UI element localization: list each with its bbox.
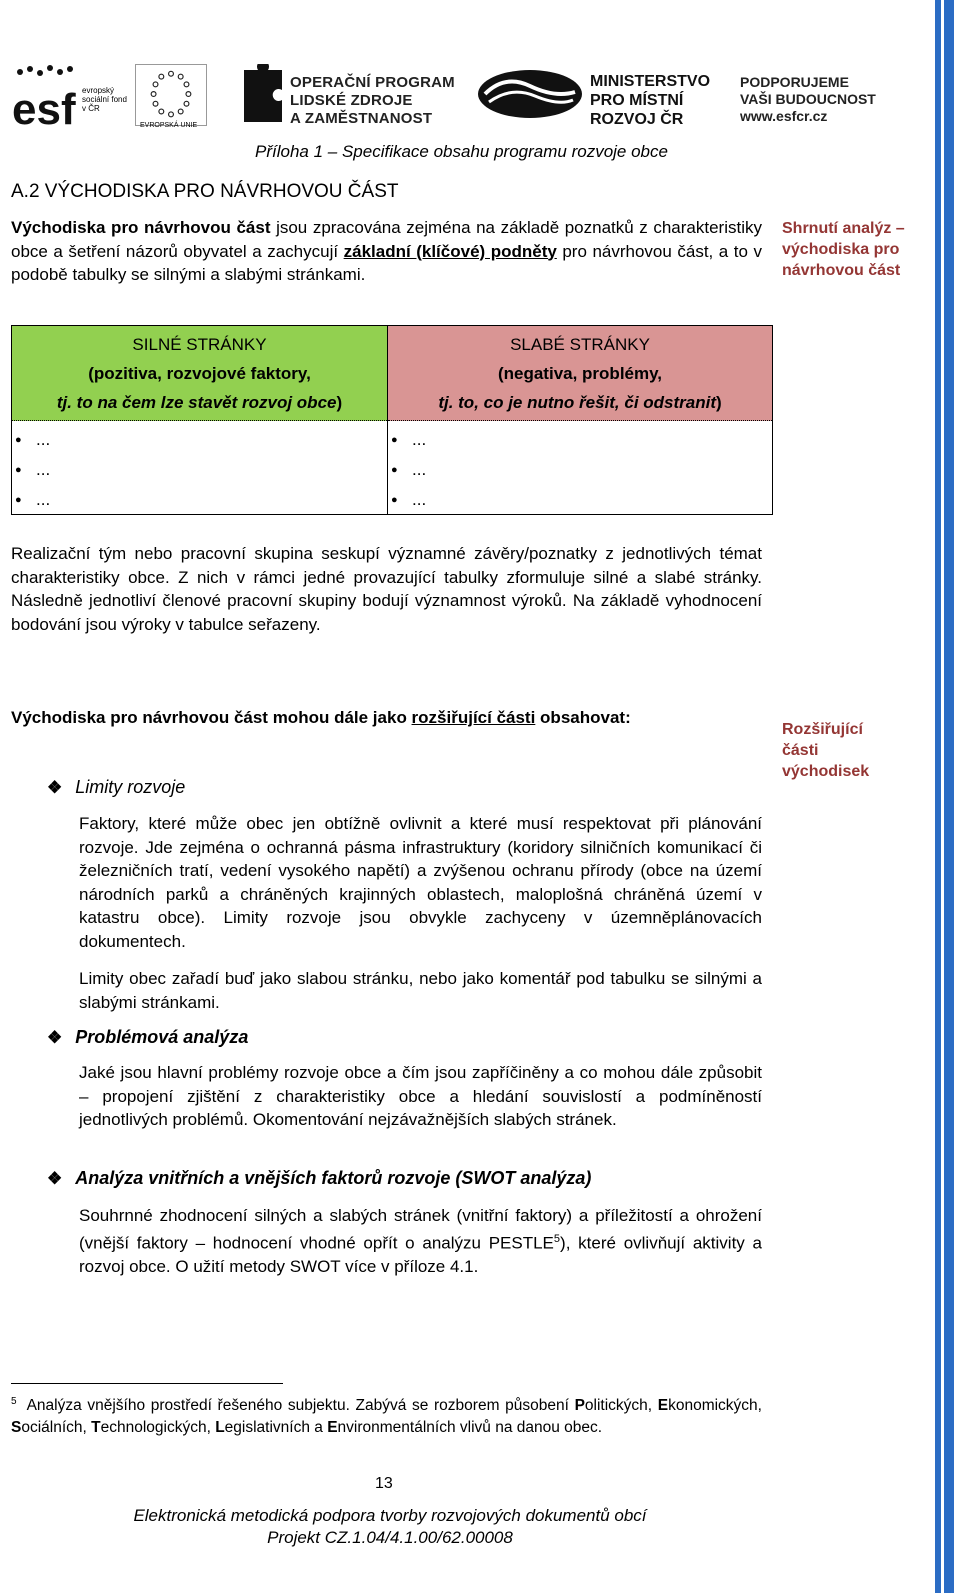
swot-title: Analýza vnitřních a vnějších faktorů rozvoje (SWOT analýza): [75, 1168, 592, 1188]
footnote-text: Analýza vnějšího prostředí řešeného subjektu. Zabývá se rozborem působení: [26, 1397, 575, 1415]
problem-paragraph: Jaké jsou hlavní problémy rozvoje obce a čím jsou zapříčiněny a co mohou dále způsobit – propojení zjištění z charakteristiky obce a hledání souvislostí a podmíněností jednotlivých problémů. Okomentování nejzávažnějších slabých stránek.: [79, 1063, 762, 1129]
footer-line: Projekt CZ.1.04/4.1.00/62.00008: [267, 1528, 513, 1547]
strengths-column: [12, 326, 388, 514]
page-footer: [0, 1505, 780, 1549]
footnote-rule: [11, 1383, 283, 1384]
paren: ): [716, 393, 722, 412]
strengths-list: [12, 425, 387, 515]
intro-bold: Východiska pro návrhovou část: [11, 218, 271, 237]
list-item: ● ...: [12, 425, 387, 455]
extension-intro: [11, 706, 762, 730]
intro-text-end: pro návrhovou část, a to v podobě tabulky se silnými a slabými stránkami.: [11, 241, 762, 284]
strengths-description: tj. to na čem lze stavět rozvoj obce: [56, 393, 337, 412]
weaknesses-title: SLABÉ STRÁNKY: [510, 335, 650, 354]
intro-text: jsou zpracována zejména na základě poznatků z charakteristiky obce a šetření názorů obyvatel a zachycují: [11, 218, 762, 261]
page-number: 13: [375, 1475, 393, 1492]
esf-logo: [10, 64, 82, 130]
footnote-initial: S: [11, 1418, 22, 1436]
footnote-word: egislativních a: [224, 1418, 328, 1436]
eu-caption: EVROPSKÁ UNIE: [140, 122, 198, 129]
limits-title: Limity rozvoje: [75, 777, 186, 797]
swot-text: Souhrnné zhodnocení silných a slabých stránek (vnitřní faktory) a příležitostí a ohrožení (vnější faktory – hodnocení vhodné opřít o analýzu PESTLE: [79, 1206, 762, 1253]
weaknesses-subtitle: (negativa, problémy,: [497, 364, 663, 383]
weaknesses-header: [388, 326, 772, 421]
list-item: ● ...: [12, 455, 387, 485]
mmr-line: MINISTERSTVO: [590, 73, 711, 90]
op-puzzle-logo: [240, 64, 286, 126]
footnote-word: konomických,: [668, 1397, 762, 1415]
diamond-bullet-icon: ❖: [47, 1028, 63, 1047]
intro-underlined: základní (klíčové) podněty: [343, 241, 557, 261]
list-item: ● ...: [12, 485, 387, 515]
swot-heading: [47, 1168, 591, 1189]
mmr-logo: [475, 64, 585, 124]
list-item: ● ...: [388, 425, 772, 455]
extension-underlined: rozšiřující části: [411, 708, 536, 727]
eu-flag-logo: [135, 64, 207, 126]
swot-text-end: ), které ovlivňují aktivity a rozvoj obce. O užití metody SWOT více v příloze 4.1.: [79, 1233, 762, 1276]
op-line: A ZAMĚSTNANOST: [290, 110, 433, 127]
op-line: LIDSKÉ ZDROJE: [290, 92, 413, 109]
appendix-title: Příloha 1 – Specifikace obsahu programu rozvoje obce: [255, 142, 668, 161]
svg-text:esf: esf: [12, 85, 76, 130]
header-logos: [10, 64, 890, 134]
slogan: [740, 74, 876, 125]
diamond-bullet-icon: ❖: [47, 778, 63, 797]
diamond-bullet-icon: ❖: [47, 1169, 63, 1188]
slogan-url: www.esfcr.cz: [740, 108, 828, 124]
limits-heading: [47, 777, 185, 798]
strengths-header: [12, 326, 387, 421]
problem-title: Problémová analýza: [75, 1027, 249, 1047]
footer-line: Elektronická metodická podpora tvorby rozvojových dokumentů obcí: [133, 1506, 647, 1525]
margin-note-extension: Rozšiřující části východisek: [782, 721, 870, 780]
footnote-word: olitických,: [584, 1397, 658, 1415]
footnote: [11, 1391, 762, 1438]
extension-bold-end: obsahovat:: [535, 708, 631, 727]
weaknesses-list: [388, 425, 772, 515]
slogan-line: PODPORUJEME: [740, 74, 849, 90]
slogan-line: VAŠI BUDOUCNOST: [740, 91, 876, 107]
paren: ): [336, 393, 343, 412]
footnote-initial: L: [215, 1418, 225, 1436]
footnote-number: 5: [11, 1396, 17, 1407]
mmr-title: [590, 72, 710, 129]
footnote-word: echnologických,: [100, 1418, 216, 1436]
swot-paragraph: [79, 1204, 762, 1278]
limits-paragraph: Faktory, které může obec jen obtížně ovlivnit a které musí respektovat při plánování rozvoje. Jde zejména o ochranná pásma infrastruktury (koridory silničních komunikací či železničních tratí, vedení vysokého napětí) a zvýšenou ochranu přírody (obce na území národních parků a chráněných krajinných oblastech, maloplošná chráněná území v katastru obce). Limity rozvoje jsou obvykle zachyceny v územněplánovacích dokumentech.: [79, 814, 762, 951]
blue-stripe: [935, 0, 941, 1593]
weaknesses-description: tj. to, co je nutno řešit, či odstranit: [438, 393, 716, 412]
esf-caption: evropský sociální fond v ČR: [82, 86, 127, 113]
limits-note: Limity obec zařadí buď jako slabou stránku, nebo jako komentář pod tabulku se silnými a slabými stránkami.: [79, 969, 762, 1012]
problem-heading: [47, 1027, 248, 1048]
strengths-title: SILNÉ STRÁNKY: [132, 335, 267, 354]
footnote-initial: E: [657, 1397, 669, 1415]
list-item: ● ...: [388, 455, 772, 485]
op-line: OPERAČNÍ PROGRAM: [290, 74, 455, 91]
mmr-line: PRO MÍSTNÍ: [590, 92, 684, 109]
weaknesses-column: [388, 326, 772, 514]
footnote-ref: 5: [553, 1232, 561, 1245]
intro-paragraph: [11, 216, 762, 287]
team-paragraph: Realizační tým nebo pracovní skupina seskupí významné závěry/poznatky z jednotlivých témat charakteristiky obce. Z nich v rámci jedné provazující tabulky zformuluje silné a slabé stránky. Následně jednotliví členové pracovní skupiny bodují významnost výroků. Na základě vyhodnocení bodování jsou výroky v tabulce seřazeny.: [11, 544, 762, 634]
margin-note-summary: Shrnutí analýz – východiska pro návrhovou část: [782, 220, 905, 279]
strengths-subtitle: (pozitiva, rozvojové faktory,: [88, 364, 311, 383]
footnote-initial: P: [574, 1397, 585, 1415]
extension-bold: Východiska pro návrhovou část mohou dále jako: [11, 708, 412, 727]
footnote-initial: T: [91, 1418, 101, 1436]
footnote-initial: E: [327, 1418, 338, 1436]
op-title: [290, 74, 455, 128]
mmr-line: ROZVOJ ČR: [590, 111, 684, 128]
section-title: A.2 VÝCHODISKA PRO NÁVRHOVOU ČÁST: [11, 181, 399, 202]
footnote-word: ociálních,: [21, 1418, 92, 1436]
swot-table: [11, 325, 773, 515]
blue-stripe: [944, 0, 954, 1593]
footnote-word: nvironmentálních vlivů na danou obec.: [337, 1418, 603, 1436]
list-item: ● ...: [388, 485, 772, 515]
